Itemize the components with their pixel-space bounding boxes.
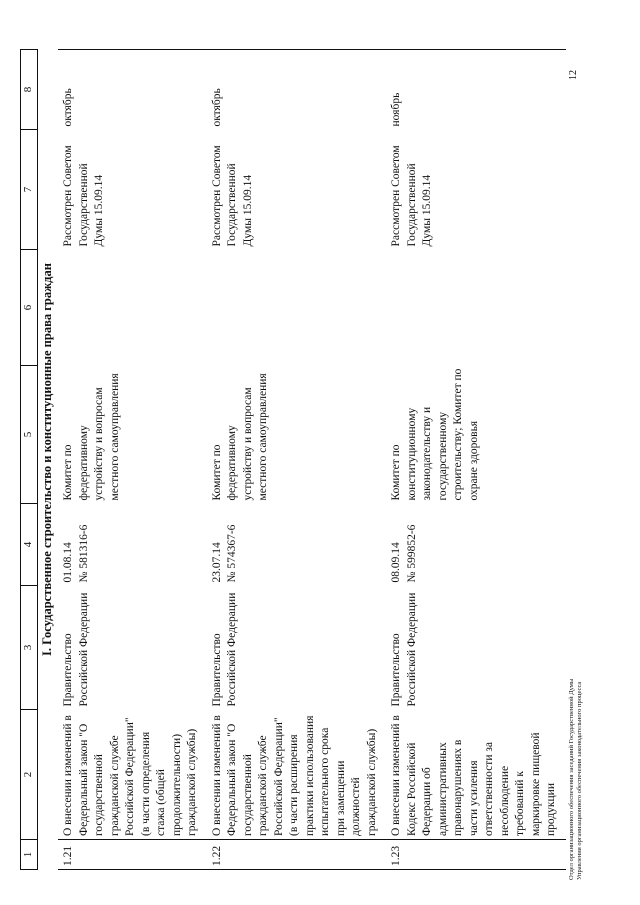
bill-initiator: Правительство Российской Федерации <box>210 592 238 707</box>
bill-committee: Комитет по федеративному устройству и вопросам местного самоуправления <box>62 373 121 501</box>
bill-status: Рассмотрен Советом Государственной Думы 15.09.14 <box>210 145 254 247</box>
bill-number: № 574367-6 <box>226 524 238 583</box>
column-header-7: 7 <box>21 130 38 250</box>
bill-title: О внесении изменений в Федеральный закон "О государственной гражданской службе Российской Федерации" (в части расширения практики использования испытательного срока при замещении должностей гражданской службы) <box>210 715 378 836</box>
bill-status: Рассмотрен Советом Государственной Думы 15.09.14 <box>390 145 433 247</box>
bill-initiator: Правительство Российской Федерации <box>62 592 90 707</box>
bill-col6 <box>386 250 566 366</box>
row-number: 1.23 <box>386 840 566 870</box>
column-header-5: 5 <box>21 366 38 504</box>
page-number: 12 <box>568 70 579 80</box>
row-number: 1.22 <box>207 840 387 870</box>
bill-date-number <box>386 504 566 586</box>
bill-date-number <box>207 504 387 586</box>
bill-col6 <box>58 250 207 366</box>
bill-col6 <box>207 250 387 366</box>
page-footer <box>568 650 584 880</box>
footer-line-1: Отдел организационного обеспечения заседаний Государственной Думы <box>568 678 575 880</box>
bill-number: № 581316-6 <box>77 524 90 583</box>
column-header-1: 1 <box>21 840 38 870</box>
bill-number: № 599852-6 <box>405 524 418 583</box>
column-header-6: 6 <box>21 250 38 366</box>
bill-initiator: Правительство Российской Федерации <box>390 592 418 707</box>
bill-date: 01.08.14 <box>62 542 74 583</box>
column-header-4: 4 <box>21 504 38 586</box>
bill-date-number <box>58 504 207 586</box>
bill-title: О внесении изменений в Федеральный закон "О государственной гражданской службе Российской Федерации" (в части определения стажа (общей продолжительности) гражданской службы) <box>62 715 198 836</box>
bill-committee: Комитет по конституционному законодательству и государственному строительству; Комитет по охране здоровья <box>390 368 480 501</box>
table-row <box>58 50 207 870</box>
table-row <box>386 50 566 870</box>
bills-table <box>20 49 566 870</box>
section-row <box>37 50 58 870</box>
section-title: I. Государственное строительство и конституционные права граждан <box>39 263 54 656</box>
bill-date: 23.07.14 <box>210 542 223 583</box>
column-header-row <box>21 50 38 870</box>
row-number: 1.21 <box>58 840 207 870</box>
bill-month: ноябрь <box>386 50 566 130</box>
document-page <box>20 35 610 880</box>
bill-status: Рассмотрен Советом Государственной Думы 15.09.14 <box>62 145 105 247</box>
bill-date: 08.09.14 <box>390 542 402 583</box>
bill-title: О внесении изменений в Кодекс Российской Федерации об административных правонарушениях в части усиления ответственности за несоблюдение требований к маркировке пищевой продукции <box>390 715 557 836</box>
bill-month: октябрь <box>207 50 387 130</box>
table-row <box>207 50 387 870</box>
column-header-3: 3 <box>21 586 38 710</box>
column-header-8: 8 <box>21 50 38 130</box>
footer-line-2: Управления организационного обеспечения законодательного процесса <box>576 681 583 880</box>
bill-month: октябрь <box>58 50 207 130</box>
column-header-2: 2 <box>21 710 38 840</box>
bill-committee: Комитет по федеративному устройству и вопросам местного самоуправления <box>210 373 269 501</box>
